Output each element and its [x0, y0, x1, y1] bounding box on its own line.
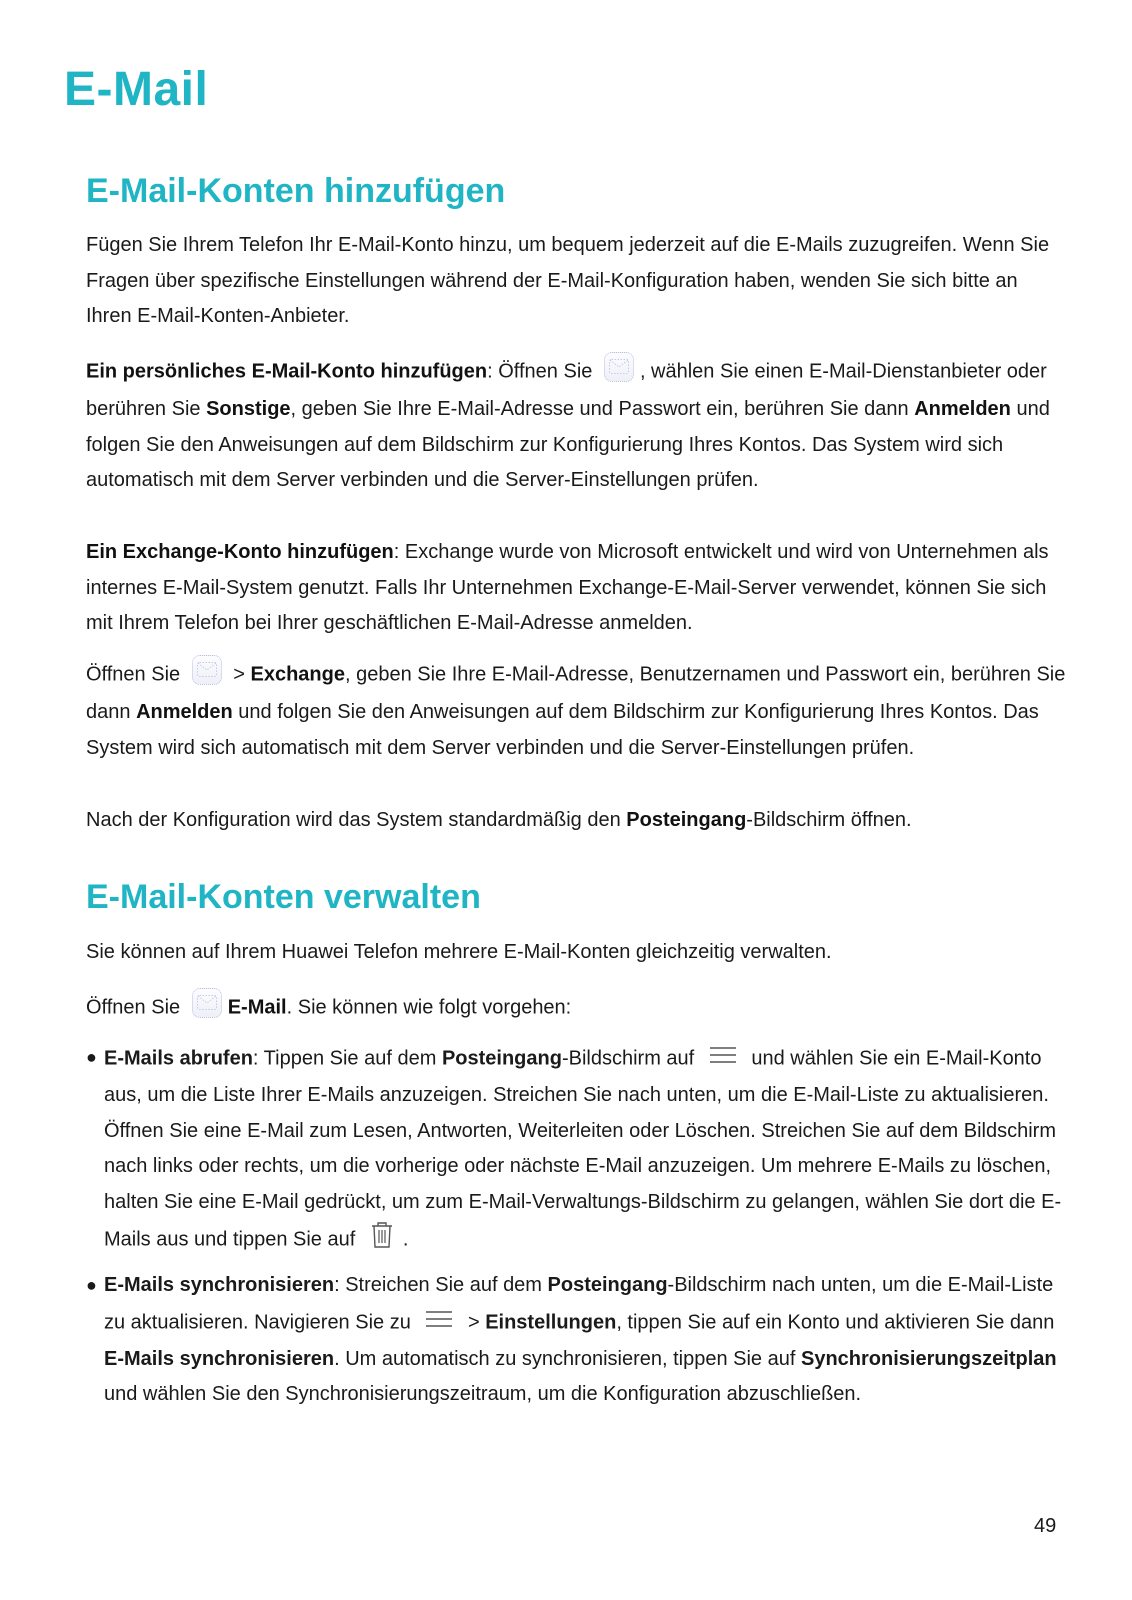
exchange-account-lead: Ein Exchange-Konto hinzufügen: [86, 541, 394, 563]
manage-intro-paragraph: Sie können auf Ihrem Huawei Telefon mehrere E-Mail-Konten gleichzeitig verwalten.: [86, 941, 832, 963]
menu-icon: [706, 1040, 740, 1070]
after-config-paragraph: Nach der Konfiguration wird das System standardmäßig den Posteingang-Bildschirm öffnen.: [86, 809, 912, 831]
email-app-icon: [192, 988, 222, 1018]
email-app-icon: [192, 655, 222, 685]
menu-icon: [422, 1304, 456, 1334]
personal-account-paragraph: Ein persönliches E-Mail-Konto hinzufügen: Öffnen Sie , wählen Sie einen E-Mail-Dienstanbieter oder berühren Sie Sonstige, geben Sie Ihre E-Mail-Adresse und Passwort ein, berühren Sie dann Anmelden und folgen Sie den Anweisungen auf dem Bildschirm zur Konfigurierung Ihres Kontos. Das System wird sich automatisch mit dem Server verbinden und die Server-Einstellungen prüfen.: [86, 352, 1066, 499]
trash-icon: [367, 1220, 397, 1250]
open-email-paragraph: Öffnen Sie E-Mail. Sie können wie folgt vorgehen:: [86, 988, 1066, 1028]
bullet-dot: ●: [86, 1275, 97, 1295]
section-heading-manage-accounts: E-Mail-Konten verwalten: [86, 878, 481, 916]
page-title: E-Mail: [64, 63, 209, 116]
exchange-steps-paragraph: Öffnen Sie > Exchange, geben Sie Ihre E-Mail-Adresse, Benutzernamen und Passwort ein, berühren Sie dann Anmelden und folgen Sie den Anweisungen auf dem Bildschirm zur Konfigurierung Ihres Kontos. Das System wird sich automatisch mit dem Server verbinden und die Server-Einstellungen prüfen.: [86, 655, 1066, 766]
intro-paragraph: Fügen Sie Ihrem Telefon Ihr E-Mail-Konto hinzu, um bequem jederzeit auf die E-Mails zuzugreifen. Wenn Sie Fragen über spezifische Einstellungen während der E-Mail-Konfiguration haben, wenden Sie sich bitte an Ihren E-Mail-Konten-Anbieter.: [86, 234, 1050, 327]
personal-account-lead: Ein persönliches E-Mail-Konto hinzufügen: [86, 360, 488, 383]
section-heading-add-accounts: E-Mail-Konten hinzufügen: [86, 172, 506, 210]
bullet-dot: ●: [86, 1047, 97, 1067]
manual-page: E-Mail E-Mail-Konten hinzufügen Fügen Sie Ihrem Telefon Ihr E-Mail-Konto hinzu, um bequem jederzeit auf die E-Mails zuzugreifen. Wenn Sie Fragen über spezifische Einstellungen während der E-Mail-Konfiguration haben, wenden Sie sich bitte an Ihren E-Mail-Konten-Anbieter. Ein persönliches E-Mail-Konto hinzufügen: Öffnen Sie , wählen Sie einen E-Mail-Dienstanbieter oder berühren Sie Sonstige, geben Sie Ihre E-Mail-Adresse und Passwort ein, berühren Sie dann Anmelden und folgen Sie den Anweisungen auf dem Bildschirm zur Konfigurierung Ihres Kontos. Das System wird sich automatisch mit dem Server verbinden und die Server-Einstellungen prüfen. Ein Exchange-Konto hinzufügen: Exchange wurde von Microsoft entwickelt und wird von Unternehmen als internes E-Mail-System genutzt. Falls Ihr Unternehmen Exchange-E-Mail-Server verwendet, können Sie sich mit Ihrem Telefon bei Ihrer geschäftlichen E-Mail-Adresse anmelden. Öffnen Sie > Exchange, geben Sie Ihre E-Mail-Adresse, Benutzernamen und Passwort ein, berühren Sie dann Anmelden und folgen Sie den Anweisungen auf dem Bildschirm zur Konfigurierung Ihres Kontos. Das System wird sich automatisch mit dem Server verbinden und die Server-Einstellungen prüfen. Nach der Konfiguration wird das System standardmäßig den Posteingang-Bildschirm öffnen. E-Mail-Konten verwalten Sie können auf Ihrem Huawei Telefon mehrere E-Mail-Konten gleichzeitig verwalten. Öffnen Sie E-Mail. Sie können wie folgt vorgehen: ● E-Mails abrufen: Tippen Sie auf dem Posteingang-Bildschirm auf und wählen Sie ein E-Mail-Konto aus, um die Liste Ihrer E-Mails anzuzeigen. Streichen Sie nach unten, um die E-Mail-Liste zu aktualisieren. Öffnen Sie eine E-Mail zum Lesen, Antworten, Weiterleiten oder Löschen. Streichen Sie auf dem Bildschirm nach links oder rechts, um die vorherige oder nächste E-Mail anzuzeigen. Um mehrere E-Mails zu löschen, halten Sie eine E-Mail gedrückt, um zum E-Mail-Verwaltungs-Bildschirm zu gelangen, wählen Sie dort die E-Mails aus und tippen Sie auf . ● E-Mails synchronisieren: Streichen Sie auf dem Posteingang-Bildschirm nach unten, um die E-Mail-Liste zu aktualisieren. Navigieren Sie zu > Einstellungen, tippen Sie auf ein Konto und aktivieren Sie dann E-Mails synchronisieren. Um automatisch zu synchronisieren, tippen Sie auf Synchronisierungszeitplan und wählen Sie den Synchronisierungszeitraum, um die Konfiguration abzuschließen. 49: [64, 63, 1066, 1537]
exchange-account-paragraph: Ein Exchange-Konto hinzufügen: Exchange wurde von Microsoft entwickelt und wird von Unternehmen als internes E-Mail-System genutzt. Falls Ihr Unternehmen Exchange-E-Mail-Server verwendet, können Sie sich mit Ihrem Telefon bei Ihrer geschäftlichen E-Mail-Adresse anmelden.: [86, 541, 1049, 634]
email-app-icon: [604, 352, 634, 382]
page-number: 49: [1034, 1515, 1057, 1537]
